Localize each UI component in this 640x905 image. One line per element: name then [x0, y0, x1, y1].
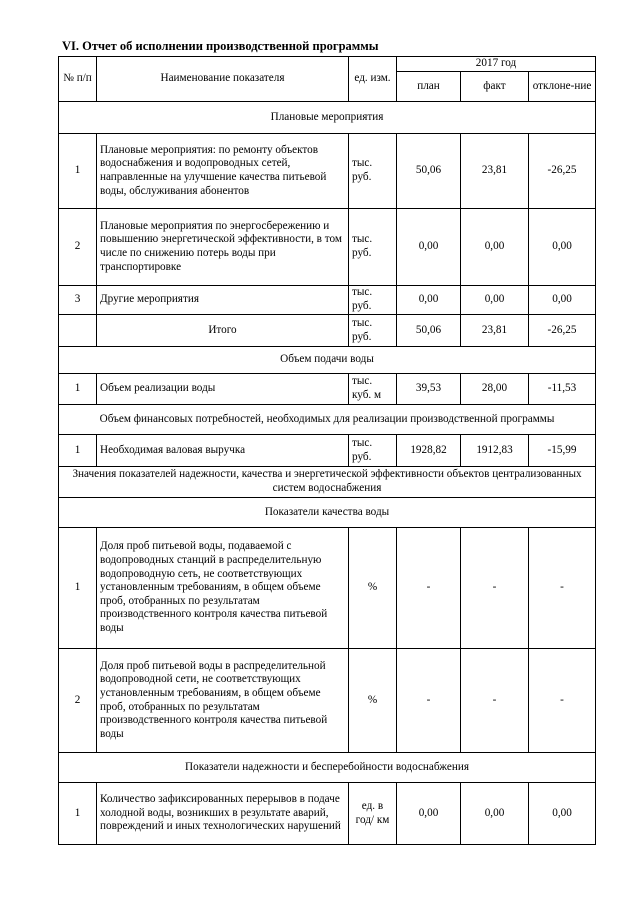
table-row [59, 374, 596, 405]
row-num: 2 [59, 209, 97, 286]
row-unit: % [349, 528, 397, 649]
row-name: Плановые мероприятия по энергосбережению и повышению энергетической эффективности, в том числе по снижению потерь воды при транспортировке [97, 209, 349, 286]
total-row [59, 315, 596, 347]
section-row [59, 347, 596, 374]
row-num: 1 [59, 528, 97, 649]
header-plan: план [397, 72, 461, 102]
section-reliability-values: Значения показателей надежности, качества и энергетической эффективности объектов централизованных систем водоснабжения [59, 467, 596, 498]
table-row [59, 435, 596, 467]
row-num [59, 315, 97, 347]
row-deviation: - [529, 649, 596, 753]
table-row [59, 649, 596, 753]
row-fact: 23,81 [461, 134, 529, 209]
section-row [59, 102, 596, 134]
header-fact: факт [461, 72, 529, 102]
header-name: Наименование показателя [97, 57, 349, 102]
row-fact: - [461, 649, 529, 753]
row-num: 1 [59, 783, 97, 845]
section-row [59, 498, 596, 528]
row-deviation: - [529, 528, 596, 649]
row-plan: 50,06 [397, 134, 461, 209]
row-fact: 28,00 [461, 374, 529, 405]
section-reliability: Показатели надежности и бесперебойности водоснабжения [59, 753, 596, 783]
section-quality: Показатели качества воды [59, 498, 596, 528]
row-name: Доля проб питьевой воды, подаваемой с водопроводных станций в распределительную водопроводную сеть, не соответствующих установленным требованиям, в общем объеме проб, отобранных по результатам производственного контроля качества питьевой воды [97, 528, 349, 649]
row-fact: 0,00 [461, 783, 529, 845]
row-deviation: -26,25 [529, 134, 596, 209]
row-unit: тыс. руб. [349, 134, 397, 209]
header-row-1 [59, 57, 596, 72]
section-row [59, 753, 596, 783]
row-num: 1 [59, 435, 97, 467]
table-row [59, 286, 596, 315]
row-fact: 23,81 [461, 315, 529, 347]
row-unit: тыс. куб. м [349, 374, 397, 405]
row-name: Количество зафиксированных перерывов в подаче холодной воды, возникших в результате аварий, повреждений и иных технологических нарушений [97, 783, 349, 845]
row-num: 1 [59, 134, 97, 209]
section-row [59, 405, 596, 435]
header-num: № п/п [59, 57, 97, 102]
row-plan: 50,06 [397, 315, 461, 347]
row-unit: тыс. руб. [349, 435, 397, 467]
row-name: Объем реализации воды [97, 374, 349, 405]
row-deviation: 0,00 [529, 209, 596, 286]
row-unit: тыс. руб. [349, 286, 397, 315]
row-num: 2 [59, 649, 97, 753]
row-fact: - [461, 528, 529, 649]
row-plan: 39,53 [397, 374, 461, 405]
section-row [59, 467, 596, 498]
row-fact: 1912,83 [461, 435, 529, 467]
row-unit: ед. в год/ км [349, 783, 397, 845]
row-plan: - [397, 528, 461, 649]
production-program-table [58, 56, 596, 845]
section-planned: Плановые мероприятия [59, 102, 596, 134]
row-plan: 0,00 [397, 783, 461, 845]
row-deviation: 0,00 [529, 286, 596, 315]
row-plan: 1928,82 [397, 435, 461, 467]
row-num: 3 [59, 286, 97, 315]
row-plan: 0,00 [397, 209, 461, 286]
table-row [59, 134, 596, 209]
row-deviation: 0,00 [529, 783, 596, 845]
row-deviation: -26,25 [529, 315, 596, 347]
header-deviation: отклоне-ние [529, 72, 596, 102]
row-name: Доля проб питьевой воды в распределительной водопроводной сети, не соответствующих установленным требованиям, в общем объеме проб, отобранных по результатам производственного контроля качества питьевой воды [97, 649, 349, 753]
table-row [59, 209, 596, 286]
table-row [59, 783, 596, 845]
row-fact: 0,00 [461, 286, 529, 315]
row-plan: 0,00 [397, 286, 461, 315]
table-row [59, 528, 596, 649]
row-unit: % [349, 649, 397, 753]
section-supply: Объем подачи воды [59, 347, 596, 374]
row-name: Плановые мероприятия: по ремонту объектов водоснабжения и водопроводных сетей, направленные на улучшение качества питьевой воды, обслуживания абонентов [97, 134, 349, 209]
row-unit: тыс. руб. [349, 209, 397, 286]
row-name: Другие мероприятия [97, 286, 349, 315]
row-deviation: -15,99 [529, 435, 596, 467]
row-unit: тыс. руб. [349, 315, 397, 347]
row-name: Итого [97, 315, 349, 347]
row-plan: - [397, 649, 461, 753]
row-deviation: -11,53 [529, 374, 596, 405]
row-num: 1 [59, 374, 97, 405]
row-name: Необходимая валовая выручка [97, 435, 349, 467]
header-year: 2017 год [397, 57, 596, 72]
report-title: VI. Отчет об исполнении производственной программы [62, 39, 379, 53]
header-unit: ед. изм. [349, 57, 397, 102]
row-fact: 0,00 [461, 209, 529, 286]
section-finance: Объем финансовых потребностей, необходимых для реализации производственной программы [59, 405, 596, 435]
